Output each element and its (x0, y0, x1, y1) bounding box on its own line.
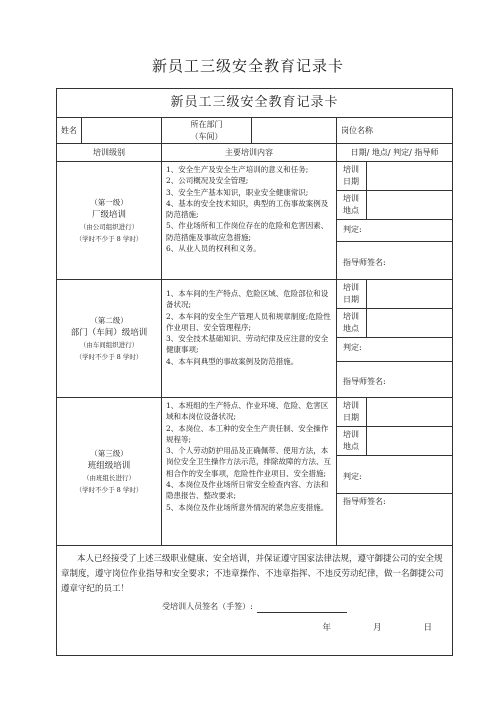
place-label-line1: 培训 (343, 430, 359, 439)
judge-label[interactable]: 判定: (337, 220, 453, 242)
year-label: 年 (322, 622, 331, 633)
level-by: （由公司组织进行） (79, 222, 139, 231)
date-label-line2: 日期 (343, 413, 359, 422)
table-title: 新员工三级安全教育记录卡 (57, 89, 453, 118)
place-label-line2: 地点 (343, 206, 359, 215)
place-label-line2: 地点 (343, 324, 359, 333)
level-1 (57, 162, 162, 280)
content-item: 2、公司概况及安全管理; (166, 176, 249, 186)
level-by: （由班组长进行） (83, 473, 135, 482)
date-value[interactable] (367, 398, 453, 427)
level-name: 班组级培训 (87, 460, 131, 471)
place-label (337, 191, 367, 220)
date-row (57, 623, 452, 635)
content-item: 3、个人劳动防护用品及正确佩带、使用方法，本岗位安全卫生操作方法示范，排除故障的方法、互相合作的安全事项，危险性作业项目、安全措施; (166, 446, 331, 478)
content-item: 6、从业人员的权利和义务。 (166, 244, 261, 254)
level-hours: （学时不少于 8 学时） (75, 352, 143, 361)
date-label (337, 162, 367, 191)
col-meta: 日期/ 地点/ 判定/ 指导师 (337, 144, 453, 162)
trainee-sign-label: 受培训人员签名（手签）: (162, 602, 253, 611)
col-content: 主要培训内容 (162, 144, 337, 162)
date-label-line1: 培训 (343, 283, 359, 292)
dept-label (162, 118, 252, 144)
place-label (337, 427, 367, 456)
trainee-sign-line[interactable] (257, 602, 347, 613)
level-num: （第一级） (90, 197, 128, 207)
date-label-line1: 培训 (343, 165, 359, 174)
document-title: 新员工三级安全教育记录卡 (151, 57, 344, 75)
dept-value[interactable] (252, 118, 337, 144)
content-item: 5、作业场所和工作岗位存在的危险和危害因素、防范措施及事故应急措施; (166, 221, 329, 242)
content-item: 1、本班组的生产特点、作业环境、危险、危害区域和本岗位设备状况; (166, 401, 329, 422)
level-2 (57, 280, 162, 398)
place-label (337, 309, 367, 338)
place-label-line1: 培训 (343, 194, 359, 203)
record-table (56, 88, 453, 656)
place-value[interactable] (367, 309, 453, 338)
instructor-sign[interactable]: 指导师签名: (337, 242, 453, 280)
place-value[interactable] (367, 191, 453, 220)
level-hours: （学时不少于 8 学时） (75, 485, 143, 494)
trainee-sign-row (57, 601, 452, 613)
date-label-line2: 日期 (343, 295, 359, 304)
dept-label-line2: （车间） (190, 131, 223, 141)
judge-label[interactable]: 判定: (337, 338, 453, 362)
content-item: 1、安全生产及安全生产培训的意义和任务; (166, 165, 309, 174)
content-item: 4、基本的安全技术知识，典型的工伤事故案例及防范措施; (166, 198, 329, 220)
name-label: 姓名 (57, 118, 82, 144)
place-value[interactable] (367, 427, 453, 456)
level-name: 部门（车间）级培训 (70, 327, 148, 338)
pledge-cell (57, 546, 453, 656)
level-num: （第三级） (90, 448, 128, 458)
dept-label-line1: 所在部门 (190, 120, 223, 129)
date-label (337, 398, 367, 427)
level-num: （第二级） (90, 315, 128, 325)
position-label (337, 118, 453, 144)
col-level: 培训级别 (57, 144, 162, 162)
level-3 (57, 398, 162, 546)
date-value[interactable] (367, 280, 453, 309)
content-item: 2、本岗位、本工种的安全生产责任制、安全操作规程等; (166, 423, 329, 444)
place-label-line1: 培训 (343, 312, 359, 321)
day-label: 日 (423, 622, 433, 633)
place-label-line2: 地点 (343, 442, 359, 451)
level-by: （由车间组织进行） (79, 340, 139, 349)
level-hours: （学时不少于 8 学时） (75, 234, 143, 243)
date-label (337, 280, 367, 309)
position-label-text: 岗位名称 (341, 125, 373, 135)
level-2-content (162, 280, 337, 398)
content-item: 4、本车间典型的事故案例及防范措施。 (166, 356, 299, 366)
name-value[interactable] (82, 118, 162, 144)
pledge-text: 本人已经接受了上述三级职业健康、安全培训，并保证遵守国家法律法规，遵守御捷公司的安全规章制度，遵守岗位作业指导和安全要求；不违章操作、不违章指挥、不违反劳动纪律，做一名御捷公司遵章守纪的员工！ (61, 554, 444, 594)
content-item: 5、本岗位及作业场所意外情况的紧急应变措施。 (166, 502, 329, 512)
date-label-line2: 日期 (343, 177, 359, 186)
content-item: 1、本车间的生产特点、危险区域、危险部位和设备状况; (166, 289, 329, 310)
instructor-sign[interactable]: 指导师签名: (337, 494, 453, 546)
instructor-sign[interactable]: 指导师签名: (337, 362, 453, 398)
date-value[interactable] (367, 162, 453, 191)
judge-label[interactable]: 判定: (337, 456, 453, 494)
content-item: 3、安全生产基本知识，职业安全健康常识; (166, 187, 309, 197)
content-item: 2、本车间的安全生产管理人员和规章制度;危险性作业项目、安全管理程序; (166, 311, 331, 332)
date-label-line1: 培训 (343, 401, 359, 410)
content-item: 4、本岗位及作业场所日常安全检查内容、方法和隐患报告、整改要求; (166, 480, 329, 501)
content-item: 3、安全技术基础知识、劳动纪律及应注意的安全健康事项; (166, 334, 329, 355)
month-label: 月 (372, 622, 382, 633)
level-1-content (162, 162, 337, 280)
level-name: 厂级培训 (91, 209, 126, 220)
level-3-content (162, 398, 337, 546)
